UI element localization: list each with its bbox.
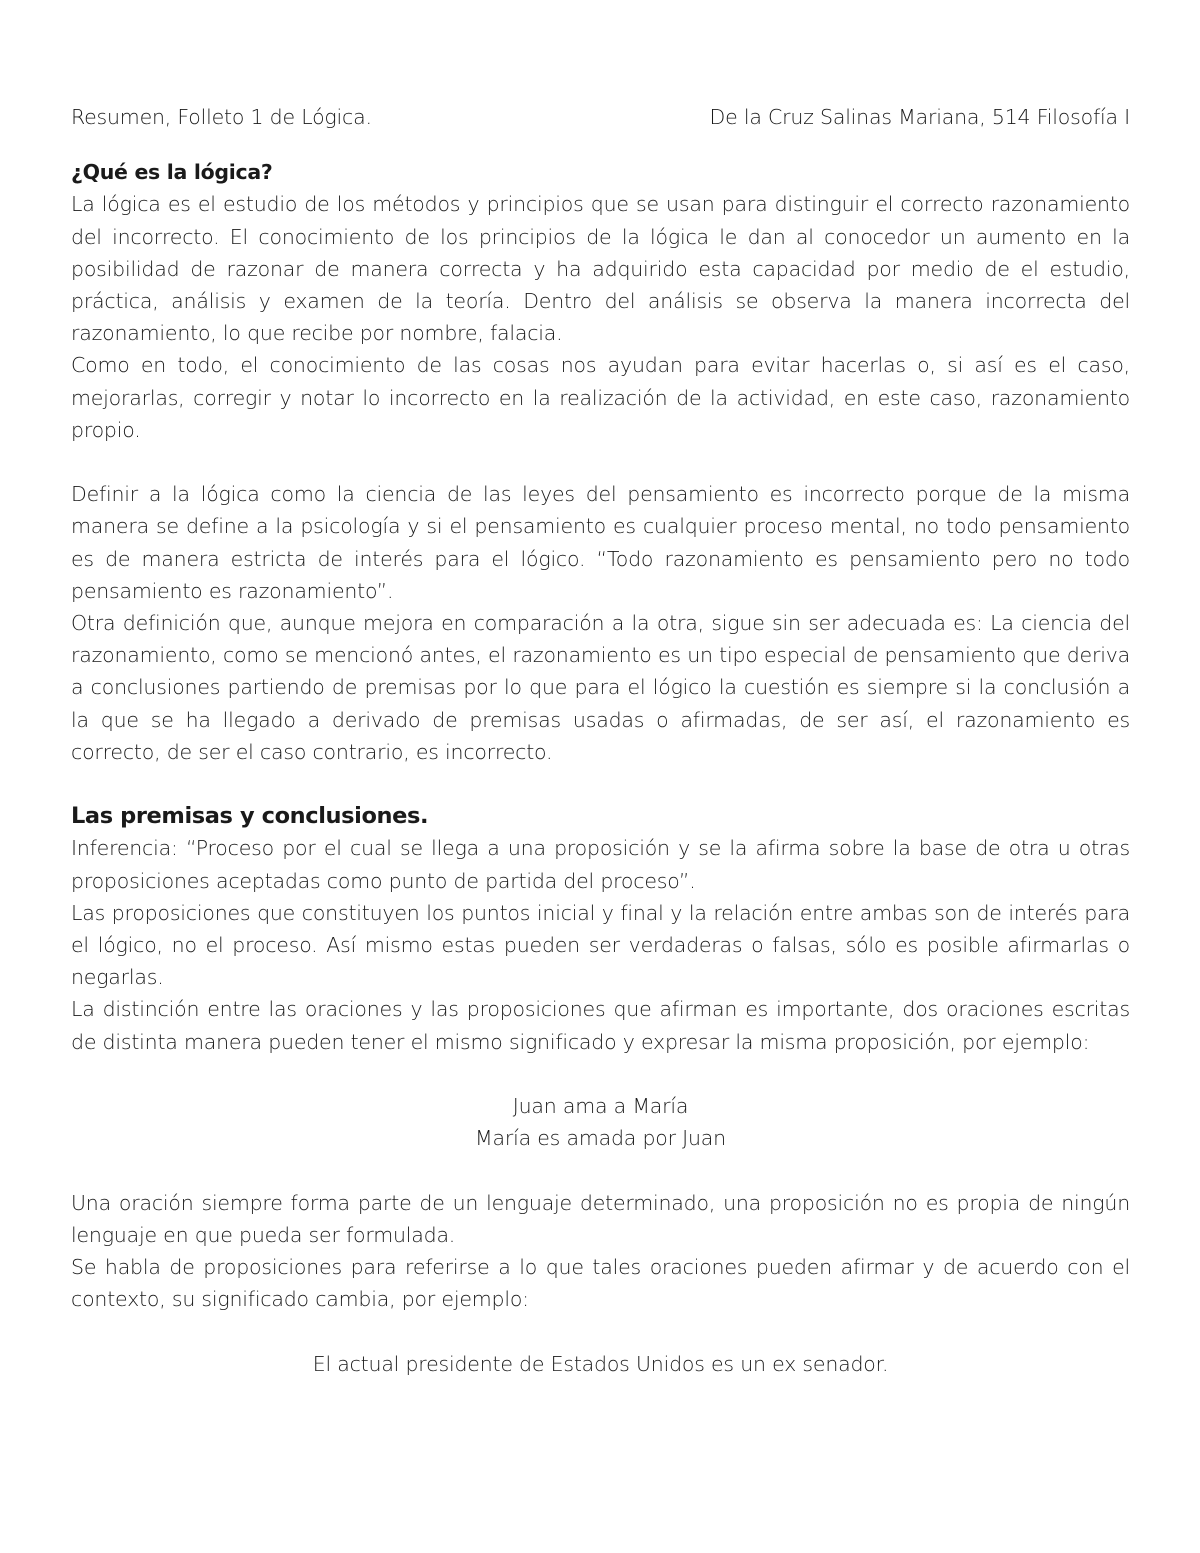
paragraph: Una oración siempre forma parte de un lenguaje determinado, una proposición no es propia de ningún lenguaje en que pueda ser formulada. [71, 1190, 1130, 1247]
paragraph: La lógica es el estudio de los métodos y principios que se usan para distinguir el correcto razonamiento del incorrecto. El conocimiento de los principios de la lógica le dan al conocedor un aumento en la posibilidad de razonar de manera correcta y ha adquirido esta capacidad por medio de el estudio, práctica, análisis y examen de la teoría. Dentro del análisis se observa la manera incorrecta del razonamiento, lo que recibe por nombre, falacia. [71, 192, 1130, 346]
document-header [71, 101, 1130, 133]
header-author: De la Cruz Salinas Mariana, 514 Filosofía I [709, 105, 1130, 129]
spacer [71, 768, 1130, 800]
spacer [71, 1154, 1130, 1186]
spacer [71, 1058, 1130, 1090]
header-title: Resumen, Folleto 1 de Lógica. [71, 105, 372, 129]
paragraph: Como en todo, el conocimiento de las cosas nos ayudan para evitar hacerlas o, si así es el caso, mejorarlas, corregir y notar lo incorrecto en la realización de la actividad, en este caso, razonamiento propio. [71, 353, 1130, 442]
paragraph: Las proposiciones que constituyen los puntos inicial y final y la relación entre ambas son de interés para el lógico, no el proceso. Así mismo estas pueden ser verdaderas o falsas, sólo es posible afirmarlas o negarlas. [71, 900, 1130, 990]
spacer [71, 446, 1130, 478]
example-sentence: Juan ama a María [512, 1094, 689, 1119]
spacer [71, 1315, 1130, 1347]
paragraph: La distinción entre las oraciones y las proposiciones que afirman es importante, dos oraciones escritas de distinta manera pueden tener el mismo significado y expresar la misma proposición, por ejemplo: [71, 997, 1130, 1054]
example-sentence: María es amada por Juan [475, 1126, 726, 1151]
paragraph: Otra definición que, aunque mejora en comparación a la otra, sigue sin ser adecuada es: La ciencia del razonamiento, como se mencionó antes, el razonamiento es un tipo especial de pensamiento que deriva a conclusiones partiendo de premisas por lo que para el lógico la cuestión es siempre si la conclusión a la que se ha llegado a derivado de premisas usadas o afirmadas, de ser así, el razonamiento es correcto, de ser el caso contrario, es incorrecto. [71, 611, 1130, 764]
section-heading-que-es-la-logica: ¿Qué es la lógica? [71, 160, 273, 185]
section-heading-premisas: Las premisas y conclusiones. [71, 803, 429, 830]
example-sentence: El actual presidente de Estados Unidos es un ex senador. [312, 1351, 889, 1376]
paragraph: Inferencia: “Proceso por el cual se llega a una proposición y se la afirma sobre la base de otra u otras proposiciones aceptadas como punto de partida del proceso”. [71, 836, 1130, 893]
document-page [71, 101, 1130, 1380]
paragraph: Definir a la lógica como la ciencia de las leyes del pensamiento es incorrecto porque de la misma manera se define a la psicología y si el pensamiento es cualquier proceso mental, no todo pensamiento es de manera estricta de interés para el lógico. “Todo razonamiento es pensamiento pero no todo pensamiento es razonamiento”. [71, 482, 1130, 603]
paragraph: Se habla de proposiciones para referirse a lo que tales oraciones pueden afirmar y de acuerdo con el contexto, su significado cambia, por ejemplo: [71, 1255, 1130, 1312]
